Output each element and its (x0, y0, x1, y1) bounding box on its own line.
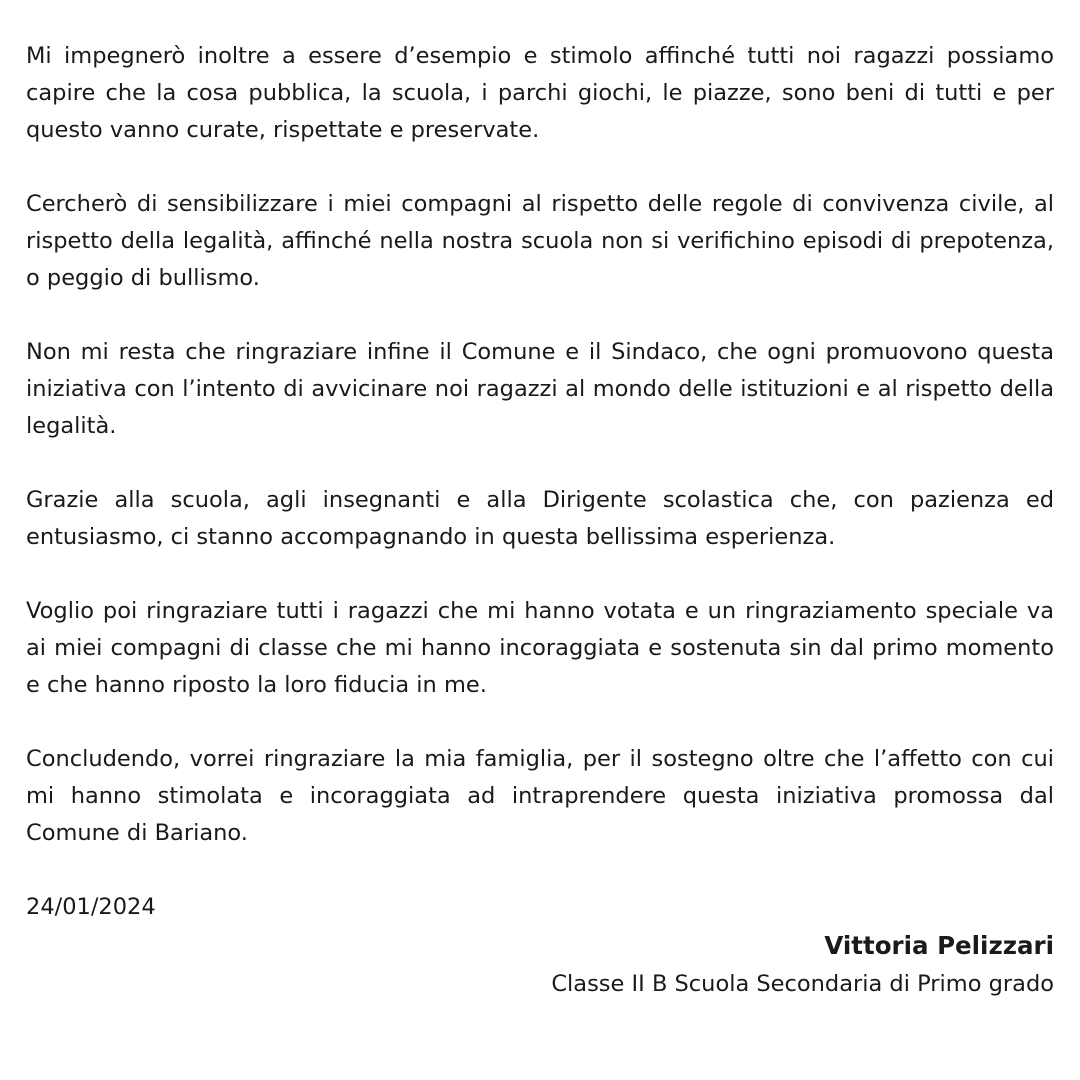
paragraph-awareness: Cercherò di sensibilizzare i miei compagni al rispetto delle regole di convivenza civile, al rispetto della legalità, affinché nella nostra scuola non si verifichino episodi di prepotenza, o peggio di bullismo. (26, 191, 1054, 291)
paragraph-thanks-family: Concludendo, vorrei ringraziare la mia famiglia, per il sostegno oltre che l’affetto con cui mi hanno stimolata e incoraggiata ad intraprendere questa iniziativa promossa dal Comune di Bariano. (26, 746, 1054, 846)
signature-name: Vittoria Pelizzari (824, 931, 1054, 960)
paragraph-thanks-municipality: Non mi resta che ringraziare infine il Comune e il Sindaco, che ogni promuovono questa iniziativa con l’intento di avvicinare noi ragazzi al mondo delle istituzioni e al rispetto della legalità. (26, 339, 1054, 439)
paragraph-commitment: Mi impegnerò inoltre a essere d’esempio e stimolo affinché tutti noi ragazzi possiamo capire che la cosa pubblica, la scuola, i parchi giochi, le piazze, sono beni di tutti e per questo vanno curate, rispettate e preservate. (26, 43, 1054, 143)
signature-role: Classe II B Scuola Secondaria di Primo grado (551, 971, 1054, 997)
paragraph-thanks-classmates: Voglio poi ringraziare tutti i ragazzi che mi hanno votata e un ringraziamento speciale va ai miei compagni di classe che mi hanno incoraggiata e sostenuta sin dal primo momento e che hanno riposto la loro fiducia in me. (26, 598, 1054, 698)
signature-block (26, 926, 1054, 1003)
paragraph-thanks-school: Grazie alla scuola, agli insegnanti e alla Dirigente scolastica che, con pazienza ed entusiasmo, ci stanno accompagnando in questa bellissima esperienza. (26, 487, 1054, 550)
letter-date: 24/01/2024 (26, 894, 156, 920)
letter-body (26, 38, 1054, 1003)
